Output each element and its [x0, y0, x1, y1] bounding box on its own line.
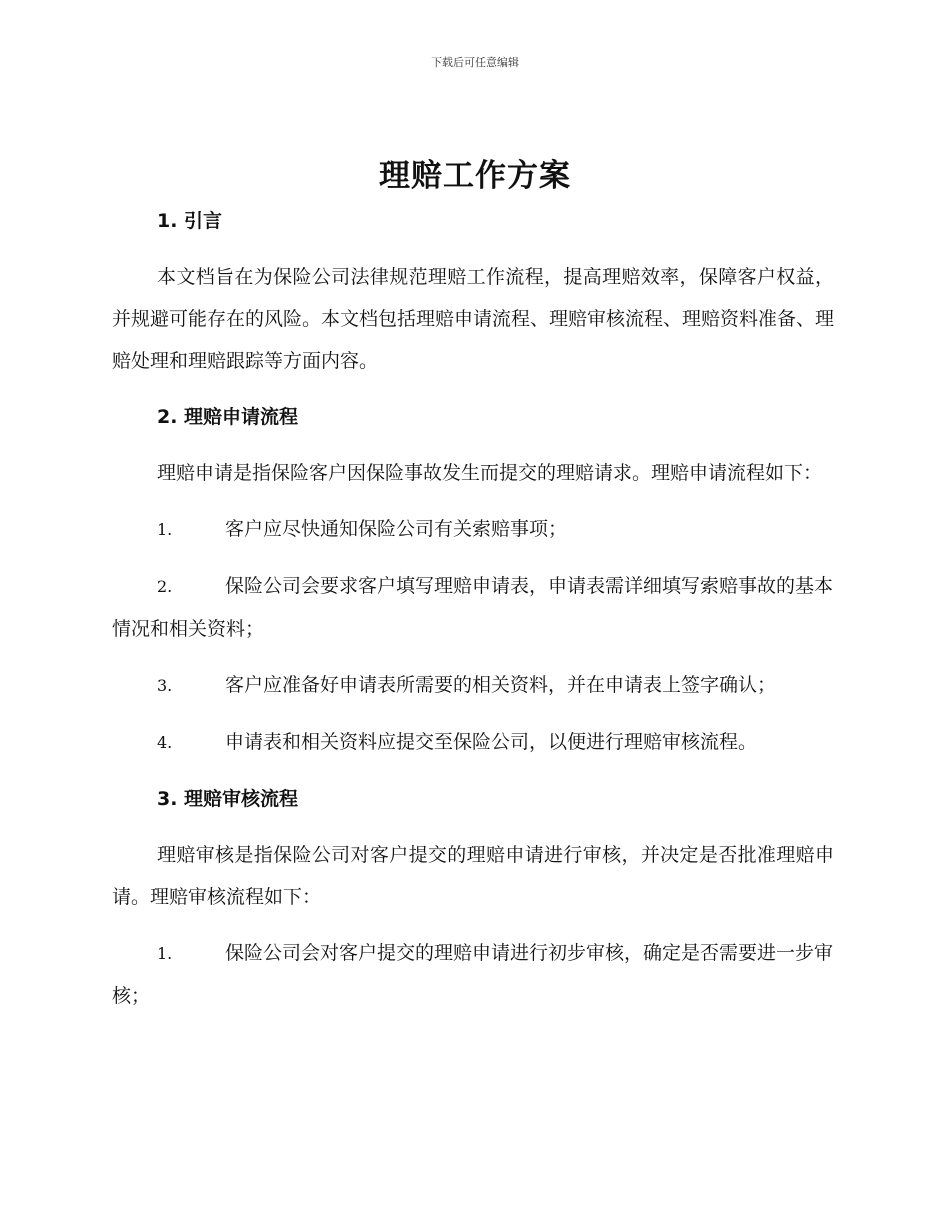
list-text: 客户应准备好申请表所需要的相关资料，并在申请表上签字确认； [225, 674, 777, 696]
list-item [112, 565, 834, 650]
section-claim-review [112, 778, 834, 1017]
header-note: 下载后可任意编辑 [431, 56, 519, 69]
list-text: 保险公司会要求客户填写理赔申请表，申请表需详细填写索赔事故的基本情况和相关资料； [112, 575, 834, 640]
list-number: 3. [157, 676, 173, 695]
list-text: 申请表和相关资料应提交至保险公司，以便进行理赔审核流程。 [225, 731, 758, 753]
paragraph: 本文档旨在为保险公司法律规范理赔工作流程，提高理赔效率，保障客户权益，并规避可能存在的风险。本文档包括理赔申请流程、理赔审核流程、理赔资料准备、理赔处理和理赔跟踪等方面内容。 [112, 266, 835, 372]
list-item [112, 664, 834, 707]
paragraph: 理赔申请是指保险客户因保险事故发生而提交的理赔请求。理赔申请流程如下： [157, 462, 823, 484]
section-introduction [112, 200, 834, 382]
section-heading: 2. 理赔申请流程 [157, 406, 299, 428]
list-number: 4. [157, 733, 173, 752]
list-text: 保险公司会对客户提交的理赔申请进行初步审核，确定是否需要进一步审核； [112, 942, 834, 1007]
list-item [112, 508, 834, 551]
list-text: 客户应尽快通知保险公司有关索赔事项； [225, 518, 568, 540]
section-heading: 3. 理赔审核流程 [157, 788, 299, 810]
list-number: 2. [157, 577, 173, 596]
list-number: 1. [157, 520, 173, 539]
section-heading: 1. 引言 [157, 210, 223, 232]
list-item [112, 932, 834, 1017]
paragraph: 理赔审核是指保险公司对客户提交的理赔申请进行审核，并决定是否批准理赔申请。理赔审核流程如下： [112, 844, 834, 908]
document-body [112, 200, 834, 1017]
list-item [112, 721, 834, 764]
list-number: 1. [157, 944, 173, 963]
document-title: 理赔工作方案 [379, 158, 571, 194]
section-claim-application [112, 396, 834, 764]
